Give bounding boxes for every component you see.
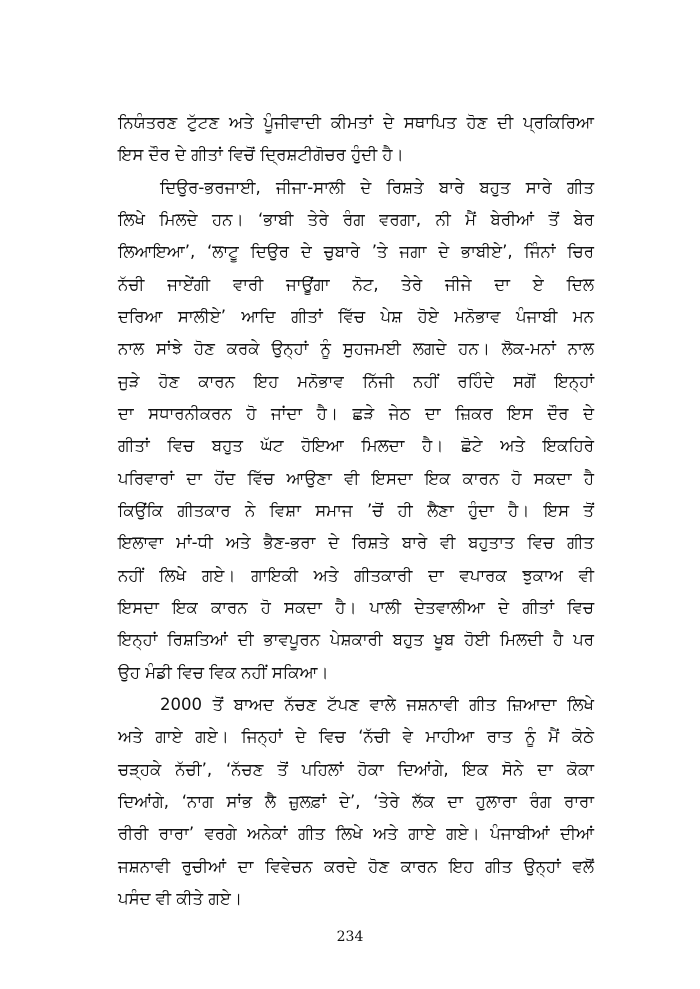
text-line: ਗੀਤਾਂ ਵਿਚ ਬਹੁਤ ਘੱਟ ਹੋਇਆ ਮਿਲਦਾ ਹੈ। ਛੋਟੇ ਅਤੇ ਇਕਹਿਰੇ bbox=[118, 436, 594, 455]
text-line: ਇਸਦਾ ਇਕ ਕਾਰਨ ਹੋ ਸਕਦਾ ਹੈ। ਪਾਲੀ ਦੇਤਵਾਲੀਆ ਦੇ ਗੀਤਾਂ ਵਿਚ bbox=[118, 598, 594, 617]
text-line: ਰੀਰੀ ਰਾਰਾ’ ਵਰਗੇ ਅਨੇਕਾਂ ਗੀਤ ਲਿਖੇ ਅਤੇ ਗਾਏ ਗਏ। ਪੰਜਾਬੀਆਂ ਦੀਆਂ bbox=[118, 824, 594, 843]
text-line: ਦਾ ਸਧਾਰਨੀਕਰਨ ਹੋ ਜਾਂਦਾ ਹੈ। ਛੜੇ ਜੇਠ ਦਾ ਜ਼ਿਕਰ ਇਸ ਦੌਰ ਦੇ bbox=[118, 404, 594, 423]
text-line: ਦਿਆਂਗੇ, ‘ਨਾਗ ਸਾਂਭ ਲੈ ਜ਼ੁਲਫ਼ਾਂ ਦੇ’, ‘ਤੇਰੇ ਲੱਕ ਦਾ ਹੁਲਾਰਾ ਰੰਗ ਰਾਰਾ bbox=[118, 792, 594, 811]
text-line: ਪਰਿਵਾਰਾਂ ਦਾ ਹੋਂਦ ਵਿੱਚ ਆਉਣਾ ਵੀ ਇਸਦਾ ਇਕ ਕਾਰਨ ਹੋ ਸਕਦਾ ਹੈ bbox=[118, 469, 594, 488]
text-line: ਇਨ੍ਹਾਂ ਰਿਸ਼ਤਿਆਂ ਦੀ ਭਾਵਪੂਰਨ ਪੇਸ਼ਕਾਰੀ ਬਹੁਤ ਖੂਬ ਹੋਈ ਮਿਲਦੀ ਹੈ ਪਰ bbox=[118, 630, 594, 649]
text-line: ਉਹ ਮੰਡੀ ਵਿਚ ਵਿਕ ਨਹੀਂ ਸਕਿਆ। bbox=[118, 663, 329, 682]
text-line: ਪਸੰਦ ਵੀ ਕੀਤੇ ਗਏ। bbox=[118, 889, 242, 908]
text-line: ਨਿਯੰਤਰਣ ਟੁੱਟਣ ਅਤੇ ਪੂੰਜੀਵਾਦੀ ਕੀਮਤਾਂ ਦੇ ਸਥਾਪਿਤ ਹੋਣ ਦੀ ਪ੍ਰਕਿਰਿਆ bbox=[118, 113, 594, 132]
text-line: ਕਿਉਂਕਿ ਗੀਤਕਾਰ ਨੇ ਵਿਸ਼ਾ ਸਮਾਜ ’ਚੋਂ ਹੀ ਲੈਣਾ ਹੁੰਦਾ ਹੈ। ਇਸ ਤੋਂ bbox=[118, 501, 594, 520]
text-line: ਲਿਆਇਆ’, ‘ਲਾਟੂ ਦਿਉਰ ਦੇ ਚੁਬਾਰੇ ’ਤੇ ਜਗਾ ਦੇ ਭਾਬੀਏ’, ਜਿੰਨਾਂ ਚਿਰ bbox=[118, 242, 594, 261]
text-line: ਜਸ਼ਨਾਵੀ ਰੁਚੀਆਂ ਦਾ ਵਿਵੇਚਨ ਕਰਦੇ ਹੋਣ ਕਾਰਨ ਇਹ ਗੀਤ ਉਨ੍ਹਾਂ ਵਲੋਂ bbox=[118, 857, 594, 876]
paragraph-first-line: 2000 ਤੋਂ ਬਾਅਦ ਨੱਚਣ ਟੱਪਣ ਵਾਲੇ ਜਸ਼ਨਾਵੀ ਗੀਤ ਜ਼ਿਆਦਾ ਲਿਖੇ bbox=[160, 695, 594, 714]
text-line: ਜੁੜੇ ਹੋਣ ਕਾਰਨ ਇਹ ਮਨੋਭਾਵ ਨਿੱਜੀ ਨਹੀਂ ਰਹਿੰਦੇ ਸਗੋਂ ਇਨ੍ਹਾਂ bbox=[118, 372, 594, 391]
text-line: ਦਰਿਆ ਸਾਲੀਏ’ ਆਦਿ ਗੀਤਾਂ ਵਿੱਚ ਪੇਸ਼ ਹੋਏ ਮਨੋਭਾਵ ਪੰਜਾਬੀ ਮਨ bbox=[118, 307, 594, 326]
text-line: ਅਤੇ ਗਾਏ ਗਏ। ਜਿਨ੍ਹਾਂ ਦੇ ਵਿਚ ‘ਨੱਚੀ ਵੇ ਮਾਹੀਆ ਰਾਤ ਨੂੰ ਮੈਂ ਕੋਠੇ bbox=[118, 727, 594, 746]
text-line: ਨਾਲ ਸਾਂਝੇ ਹੋਣ ਕਰਕੇ ਉਨ੍ਹਾਂ ਨੂੰ ਸੁਹਜਮਈ ਲਗਦੇ ਹਨ। ਲੋਕ-ਮਨਾਂ ਨਾਲ bbox=[118, 339, 594, 358]
text-line: ਚੜ੍ਹਕੇ ਨੱਚੀ’, ‘ਨੱਚਣ ਤੋਂ ਪਹਿਲਾਂ ਹੋਕਾ ਦਿਆਂਗੇ, ਇਕ ਸੋਨੇ ਦਾ ਕੋਕਾ bbox=[118, 760, 594, 779]
page-number: 234 bbox=[336, 929, 364, 945]
text-line: ਇਲਾਵਾ ਮਾਂ-ਧੀ ਅਤੇ ਭੈਣ-ਭਰਾ ਦੇ ਰਿਸ਼ਤੇ ਬਾਰੇ ਵੀ ਬਹੁਤਾਤ ਵਿਚ ਗੀਤ bbox=[118, 533, 594, 552]
paragraph-first-line: ਦਿਉਰ-ਭਰਜਾਈ, ਜੀਜਾ-ਸਾਲੀ ਦੇ ਰਿਸ਼ਤੇ ਬਾਰੇ ਬਹੁਤ ਸਾਰੇ ਗੀਤ bbox=[160, 178, 594, 197]
text-line: ਨਹੀਂ ਲਿਖੇ ਗਏ। ਗਾਇਕੀ ਅਤੇ ਗੀਤਕਾਰੀ ਦਾ ਵਪਾਰਕ ਝੁਕਾਅ ਵੀ bbox=[118, 566, 594, 585]
text-line: ਲਿਖੇ ਮਿਲਦੇ ਹਨ। ‘ਭਾਬੀ ਤੇਰੇ ਰੰਗ ਵਰਗਾ, ਨੀ ਮੈਂ ਬੇਰੀਆਂ ਤੋਂ ਬੇਰ bbox=[118, 210, 594, 229]
text-line: ਨੱਚੀ ਜਾਏਂਗੀ ਵਾਰੀ ਜਾਊਂਗਾ ਨੋਟ, ਤੇਰੇ ਜੀਜੇ ਦਾ ਏ ਦਿਲ bbox=[118, 275, 594, 294]
text-line: ਇਸ ਦੌਰ ਦੇ ਗੀਤਾਂ ਵਿਚੋਂ ਦ੍ਰਿਸ਼ਟੀਗੋਚਰ ਹੁੰਦੀ ਹੈ। bbox=[118, 145, 404, 164]
